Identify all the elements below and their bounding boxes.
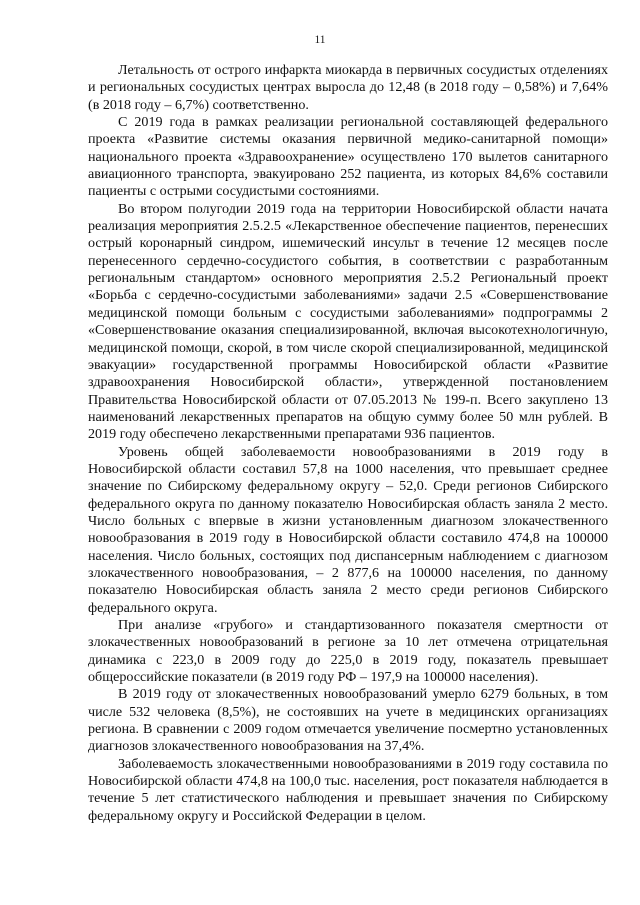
paragraph-air-ambulance: С 2019 года в рамках реализации региональной составляющей федерального проекта «Развитие системы оказания первичной медико-санитарной помощи» национального проекта «Здравоохранение» осуществлено 170 вылетов санитарного авиационного транспорта, эвакуировано 252 пациента, из которых 84,6% составили пациенты с острыми сосудистыми состояниями. xyxy=(88,114,608,200)
paragraph-neoplasm-incidence: Уровень общей заболеваемости новообразованиями в 2019 году в Новосибирской области составил 57,8 на 1000 населения, что превышает среднее значение по Сибирскому федеральному округу – 52,0. Среди регионов Сибирского федерального округа по данному показателю Новосибирская область заняла 2 место. Число больных с впервые в жизни установленным диагнозом злокачественного новообразования в 2019 году в Новосибирской области составило 474,8 на 100000 населения. Число больных, состоящих под диспансерным наблюдением с диагнозом злокачественного новообразования, – 2 877,6 на 100000 населения, по данному показателю Новосибирская область заняла 2 место среди регионов Сибирского федерального округа. xyxy=(88,443,608,616)
paragraph-cancer-deaths: В 2019 году от злокачественных новообразований умерло 6279 больных, в том числе 532 человека (8,5%), не состоявших на учете в медицинских организациях региона. В сравнении с 2009 годом отмечается увеличение посмертно установленных диагнозов злокачественного новообразования на 37,4%. xyxy=(88,686,608,755)
paragraph-mortality-rate: Летальность от острого инфаркта миокарда в первичных сосудистых отделениях и региональных сосудистых центрах выросла до 12,48 (в 2018 году – 0,58%) и 7,64% (в 2018 году – 6,7%) соответственно. xyxy=(88,62,608,113)
page-number: 11 xyxy=(314,34,326,46)
paragraph-cancer-mortality-analysis: При анализе «грубого» и стандартизованного показателя смертности от злокачественных новообразований в регионе за 10 лет отмечена отрицательная динамика с 223,0 в 2009 году до 225,0 в 2019 году, показатель превышает общероссийские показатели (в 2019 году РФ – 197,9 на 100000 населения). xyxy=(88,617,608,686)
paragraph-cancer-incidence: Заболеваемость злокачественными новообразованиями в 2019 году составила по Новосибирской области 474,8 на 100,0 тыс. населения, рост показателя наблюдается в течение 5 лет статистического наблюдения и превышает значения по Сибирскому федеральному округу и Российской Федерации в целом. xyxy=(88,755,608,824)
document-body xyxy=(88,62,608,825)
paragraph-drug-provision: Во втором полугодии 2019 года на территории Новосибирской области начата реализация мероприятия 2.5.2.5 «Лекарственное обеспечение пациентов, перенесших острый коронарный синдром, ишемический инсульт в течение 12 месяцев после перенесенного сердечно-сосудистого события, в соответствии с разработанным региональным стандартом» основного мероприятия 2.5.2 Региональный проект «Борьба с сердечно-сосудистыми заболеваниями» задачи 2.5 «Совершенствование медицинской помощи больным с сосудистыми заболеваниями» подпрограммы 2 «Совершенствование оказания специализированной, включая высокотехнологичную, медицинской помощи, скорой, в том числе скорой специализированной, медицинской эвакуации» государственной программы Новосибирской области «Развитие здравоохранения Новосибирской области», утвержденной постановлением Правительства Новосибирской области от 07.05.2013 № 199-п. Всего закуплено 13 наименований лекарственных препаратов на общую сумму более 50 млн рублей. В 2019 году обеспечено лекарственными препаратами 936 пациентов. xyxy=(88,200,608,443)
